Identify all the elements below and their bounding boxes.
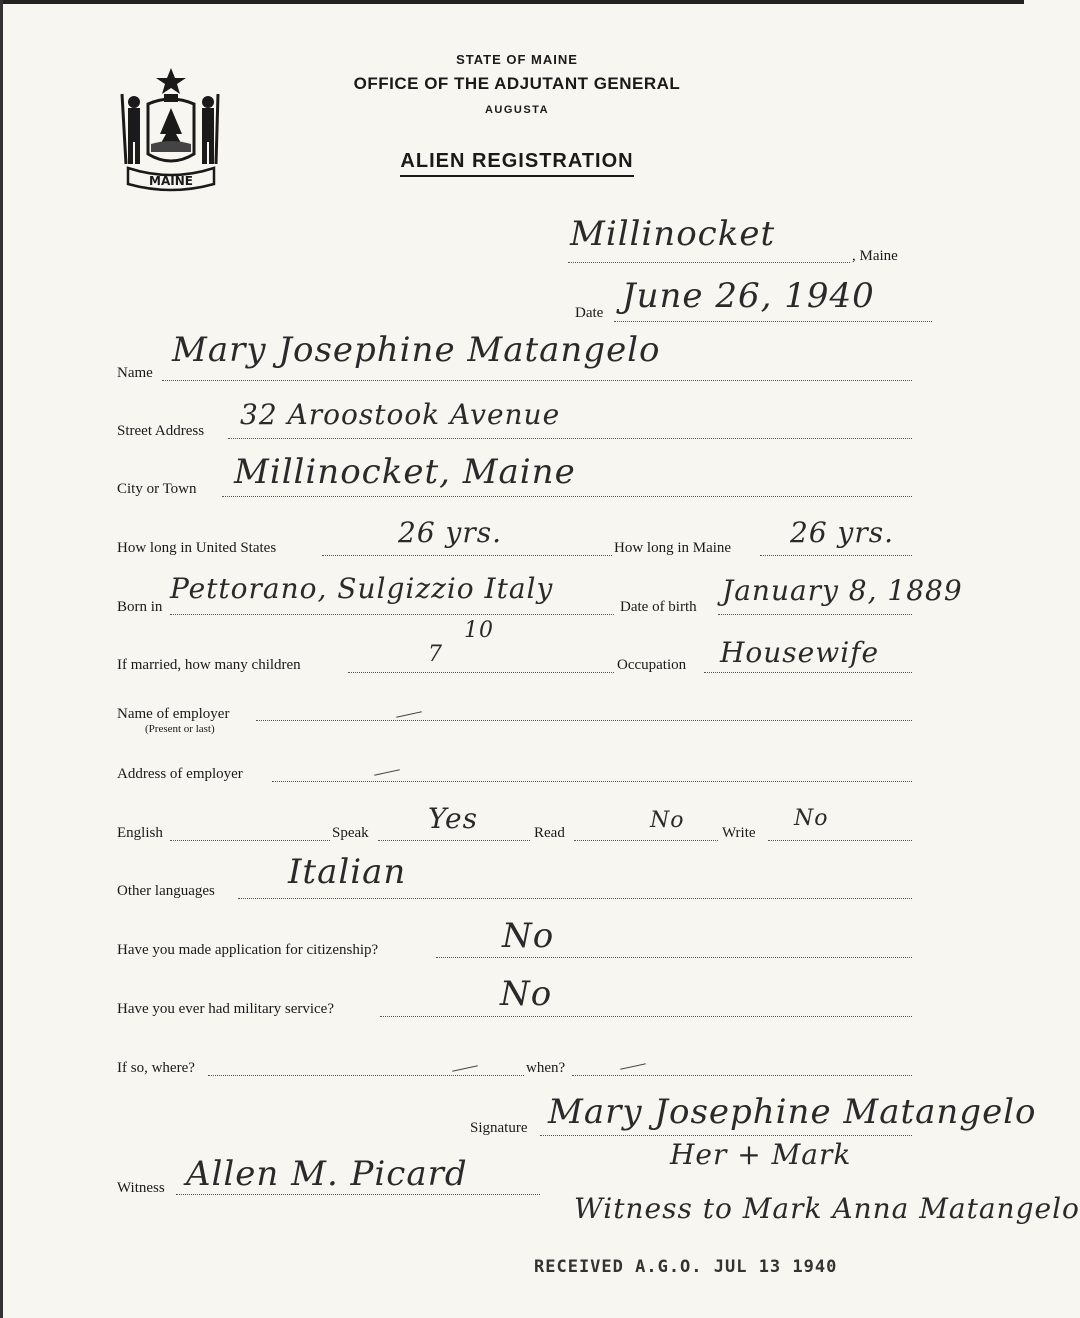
occupation-label: Occupation — [617, 657, 687, 673]
employer-label: Name of employer — [117, 706, 230, 722]
employer-sublabel: (Present or last) — [145, 723, 215, 735]
english-label: English — [117, 825, 163, 841]
speak-label: Speak — [332, 825, 369, 841]
dob-value: January 8, 1889 — [722, 574, 963, 607]
city-label: City or Town — [117, 481, 197, 497]
speak-value: Yes — [428, 802, 478, 835]
place-label: , Maine — [852, 248, 898, 264]
left-border — [0, 0, 3, 1318]
born-value: Pettorano, Sulgizzio Italy — [170, 572, 554, 605]
when-label: when? — [526, 1060, 566, 1076]
name-value: Mary Josephine Matangelo — [172, 330, 661, 370]
dob-label: Date of birth — [620, 599, 697, 615]
english-line — [170, 840, 330, 841]
occupation-value: Housewife — [720, 636, 880, 669]
place-line — [568, 262, 850, 263]
top-border — [0, 0, 1024, 4]
street-line — [228, 438, 912, 439]
speak-line — [378, 840, 530, 841]
other-languages-value: Italian — [288, 852, 407, 892]
where-dash — [452, 1065, 478, 1071]
how-long-maine-line — [760, 555, 912, 556]
date-line — [614, 321, 932, 322]
where-label: If so, where? — [117, 1060, 195, 1076]
children-line — [348, 672, 614, 673]
place-value: Millinocket — [570, 214, 776, 254]
write-label: Write — [722, 825, 756, 841]
born-line — [170, 614, 614, 615]
citizenship-label: Have you made application for citizenship? — [117, 942, 379, 958]
write-line — [768, 840, 912, 841]
name-line — [162, 380, 912, 381]
received-stamp: RECEIVED A.G.O. JUL 13 1940 — [534, 1257, 838, 1277]
how-long-us-line — [322, 555, 612, 556]
citizenship-value: No — [502, 916, 555, 956]
other-languages-line — [238, 898, 912, 899]
read-value: No — [650, 808, 685, 833]
form-title: ALIEN REGISTRATION — [5, 150, 1029, 173]
born-label: Born in — [117, 599, 163, 615]
employer-line — [256, 720, 912, 721]
read-label: Read — [534, 825, 565, 841]
when-line — [572, 1075, 912, 1076]
date-value: June 26, 1940 — [622, 276, 875, 316]
how-long-us-value: 26 yrs. — [398, 516, 503, 549]
how-long-us-label: How long in United States — [117, 540, 277, 556]
signature-mark: Her + Mark — [670, 1138, 852, 1171]
write-value: No — [794, 806, 829, 831]
witness-line — [176, 1194, 540, 1195]
where-line — [208, 1075, 524, 1076]
children-value: 7 — [428, 642, 443, 667]
signature-value: Mary Josephine Matangelo — [548, 1092, 1037, 1132]
occupation-line — [704, 672, 912, 673]
city-value: Millinocket, Maine — [234, 452, 576, 492]
children-label: If married, how many children — [117, 657, 301, 673]
witness-label: Witness — [117, 1180, 165, 1196]
date-label: Date — [575, 305, 604, 321]
employer-address-dash — [374, 769, 400, 775]
header-office: OFFICE OF THE ADJUTANT GENERAL — [353, 74, 681, 93]
read-line — [574, 840, 718, 841]
children-extra: 10 — [464, 618, 494, 643]
military-label: Have you ever had military service? — [117, 1001, 334, 1017]
witness-value: Allen M. Picard — [186, 1154, 468, 1194]
when-dash — [620, 1063, 646, 1069]
military-value: No — [500, 974, 553, 1014]
signature-line — [540, 1135, 912, 1136]
city-line — [222, 496, 912, 497]
employer-dash — [396, 711, 422, 717]
street-value: 32 Aroostook Avenue — [240, 398, 561, 431]
signature-label: Signature — [470, 1120, 528, 1136]
header-city: AUGUSTA — [484, 104, 550, 116]
how-long-maine-value: 26 yrs. — [790, 516, 895, 549]
military-line — [380, 1016, 912, 1017]
dob-line — [718, 614, 912, 615]
employer-address-label: Address of employer — [117, 766, 243, 782]
other-languages-label: Other languages — [117, 883, 215, 899]
how-long-maine-label: How long in Maine — [614, 540, 732, 556]
witness-to-mark: Witness to Mark Anna Matangelo — [574, 1192, 1080, 1225]
name-label: Name — [117, 365, 153, 381]
employer-address-line — [272, 781, 912, 782]
header-state: STATE OF MAINE — [456, 52, 578, 67]
citizenship-line — [436, 957, 912, 958]
svg-text:MAINE: MAINE — [149, 174, 193, 188]
street-label: Street Address — [117, 423, 205, 439]
